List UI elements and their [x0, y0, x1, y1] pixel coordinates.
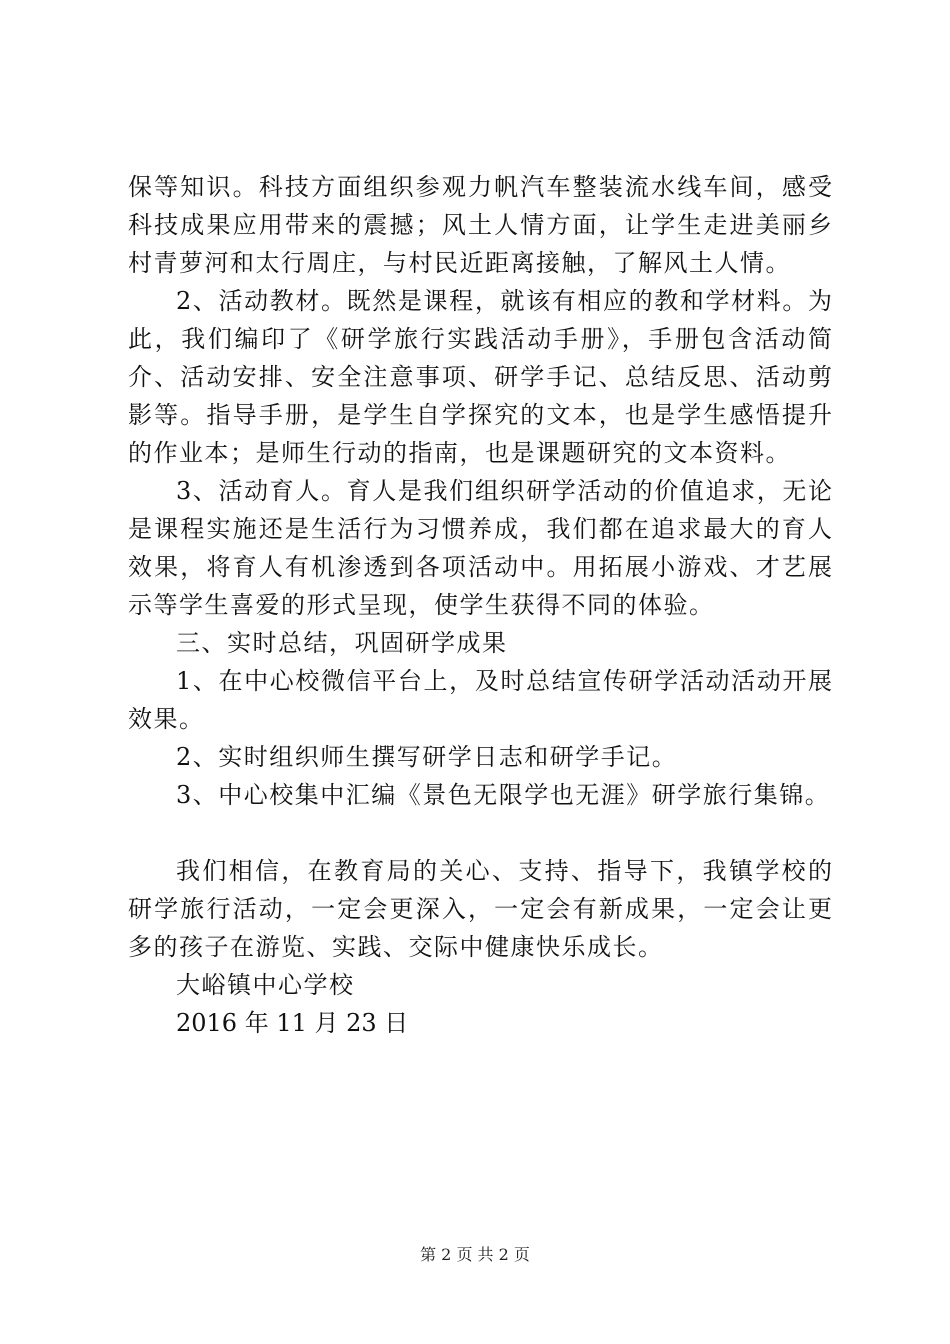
page-number-footer: 第 2 页 共 2 页 [420, 1245, 530, 1264]
text-line: 3、活动育人。育人是我们组织研学活动的价值追求，无论 [176, 477, 832, 505]
text-line: 1、在中心校微信平台上，及时总结宣传研学活动活动开展 [176, 667, 832, 695]
text-line: 是课程实施还是生活行为习惯养成，我们都在追求最大的育人 [128, 515, 832, 543]
text-line: 的作业本；是师生行动的指南，也是课题研究的文本资料。 [128, 439, 791, 467]
text-line: 保等知识。科技方面组织参观力帆汽车整装流水线车间，感受 [128, 173, 832, 201]
text-line: 科技成果应用带来的震撼；风土人情方面，让学生走进美丽乡 [128, 211, 832, 239]
signature-school: 大峪镇中心学校 [176, 971, 355, 999]
text-line: 村青萝河和太行周庄，与村民近距离接触，了解风土人情。 [128, 249, 791, 277]
text-line: 我们相信，在教育局的关心、支持、指导下，我镇学校的 [176, 857, 832, 885]
text-line: 研学旅行活动，一定会更深入，一定会有新成果，一定会让更 [128, 895, 832, 923]
text-line: 效果，将育人有机渗透到各项活动中。用拓展小游戏、才艺展 [128, 553, 832, 581]
text-line: 多的孩子在游览、实践、交际中健康快乐成长。 [128, 933, 664, 961]
text-line: 示等学生喜爱的形式呈现，使学生获得不同的体验。 [128, 591, 715, 619]
text-line: 效果。 [128, 705, 205, 733]
text-line: 影等。指导手册，是学生自学探究的文本，也是学生感悟提升 [128, 401, 832, 429]
text-line: 3、中心校集中汇编《景色无限学也无涯》研学旅行集锦。 [176, 781, 831, 809]
text-line: 介、活动安排、安全注意事项、研学手记、总结反思、活动剪 [128, 363, 832, 391]
text-line: 2、实时组织师生撰写研学日志和研学手记。 [176, 743, 678, 771]
section-heading: 三、实时总结，巩固研学成果 [176, 629, 508, 657]
signature-date: 2016 年 11 月 23 日 [176, 1009, 409, 1037]
text-line: 2、活动教材。既然是课程，就该有相应的教和学材料。为 [176, 287, 832, 315]
text-line: 此，我们编印了《研学旅行实践活动手册》，手册包含活动简 [128, 325, 832, 353]
